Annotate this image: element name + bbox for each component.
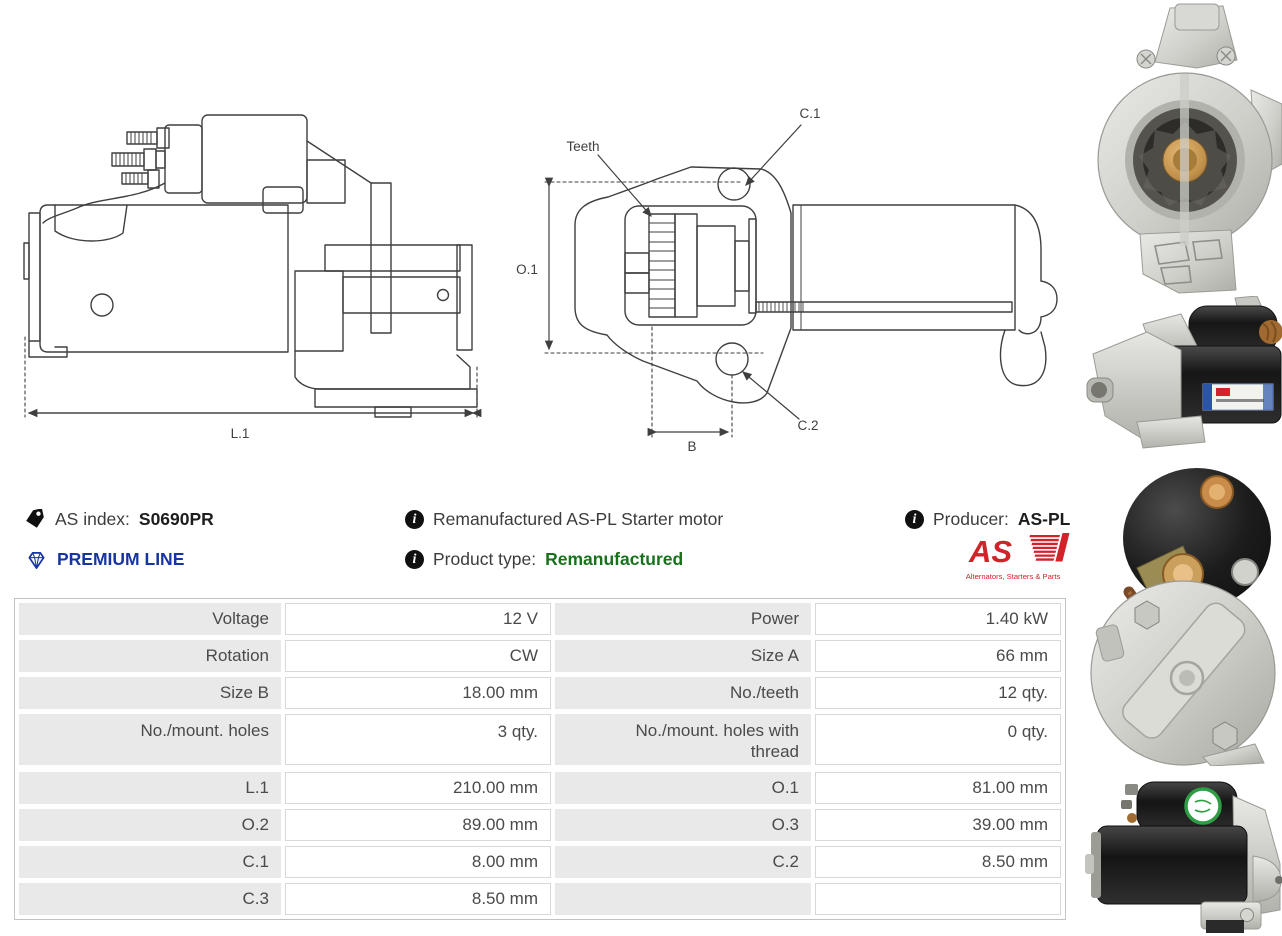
spec-label: Rotation	[19, 640, 281, 672]
spec-table-group-dimensions	[19, 772, 1061, 915]
spec-value: 39.00 mm	[815, 809, 1061, 841]
solenoid-outline	[165, 115, 307, 213]
spec-label: Voltage	[19, 603, 281, 635]
product-type-row	[405, 549, 683, 570]
dim-label-c1: C.1	[799, 106, 821, 121]
product-description: Remanufactured AS-PL Starter motor	[433, 509, 724, 529]
as-index-label: AS index:	[55, 509, 130, 529]
spec-value: 1.40 kW	[815, 603, 1061, 635]
info-icon	[905, 510, 924, 529]
table-row	[19, 714, 1061, 765]
premium-line-label: PREMIUM LINE	[57, 549, 185, 569]
spec-value: 12 V	[285, 603, 551, 635]
dimension-o1	[545, 182, 763, 353]
hole-c1-outline	[718, 168, 750, 200]
teeth-leader-line	[598, 155, 651, 216]
as-index-row	[25, 509, 214, 530]
producer-row	[905, 509, 1070, 530]
spec-label	[555, 883, 811, 915]
wire-outline	[43, 183, 165, 223]
spec-value: 8.50 mm	[285, 883, 551, 915]
dimension-l1	[25, 337, 477, 417]
dim-label-b: B	[687, 439, 697, 454]
tag-icon	[25, 509, 46, 530]
table-row	[19, 603, 1061, 635]
front-view-technical-drawing	[505, 85, 1070, 460]
product-photo-side-view[interactable]	[1085, 768, 1282, 936]
c2-leader-line	[743, 372, 799, 419]
spec-value: 18.00 mm	[285, 677, 551, 709]
producer-label: Producer:	[933, 509, 1009, 529]
gem-icon	[25, 550, 48, 570]
spec-label: No./mount. holes with thread	[555, 714, 811, 765]
spec-value	[815, 883, 1061, 915]
table-row	[19, 677, 1061, 709]
as-pl-logo	[953, 531, 1073, 586]
motor-body-outline	[24, 205, 288, 357]
dim-label-o1: O.1	[516, 262, 538, 277]
logo-tagline: Alternators, Starters & Parts	[965, 572, 1061, 581]
product-photo-front-face[interactable]	[1085, 2, 1282, 294]
premium-line-row	[25, 549, 184, 570]
motor-body-outline	[756, 205, 1057, 386]
spec-label: O.2	[19, 809, 281, 841]
logo-text: AS	[969, 534, 1013, 569]
spec-value: 0 qty.	[815, 714, 1061, 765]
table-row	[19, 772, 1061, 804]
pinion-gear-outline	[625, 206, 756, 325]
spec-value: 8.50 mm	[815, 846, 1061, 878]
spec-value: 81.00 mm	[815, 772, 1061, 804]
spec-label: C.2	[555, 846, 811, 878]
product-photo-angled-view[interactable]	[1085, 296, 1282, 458]
dim-label-l1: L.1	[230, 426, 250, 441]
mounting-flange-outline	[295, 141, 477, 417]
spec-value: 3 qty.	[285, 714, 551, 765]
as-index-value: S0690PR	[138, 509, 214, 529]
info-icon	[405, 550, 424, 569]
spec-table	[14, 598, 1066, 920]
spec-label: L.1	[19, 772, 281, 804]
spec-label: C.3	[19, 883, 281, 915]
teeth-label: Teeth	[566, 139, 600, 154]
spec-label: No./mount. holes	[19, 714, 281, 765]
spec-label: O.3	[555, 809, 811, 841]
spec-value: 12 qty.	[815, 677, 1061, 709]
spec-value: CW	[285, 640, 551, 672]
spec-value: 210.00 mm	[285, 772, 551, 804]
spec-value: 89.00 mm	[285, 809, 551, 841]
product-type-value: Remanufactured	[545, 549, 684, 569]
spec-label: Power	[555, 603, 811, 635]
spec-table-group-main	[19, 603, 1061, 765]
flange-outline	[575, 167, 791, 403]
spec-label: No./teeth	[555, 677, 811, 709]
table-row	[19, 883, 1061, 915]
product-photo-solenoid-closeup[interactable]	[1085, 460, 1282, 766]
dimension-b	[652, 327, 732, 437]
terminal-studs	[112, 128, 169, 188]
producer-value: AS-PL	[1017, 509, 1071, 529]
description-row	[405, 509, 723, 530]
dim-label-c2: C.2	[797, 418, 819, 433]
table-row	[19, 809, 1061, 841]
table-row	[19, 640, 1061, 672]
spec-value: 8.00 mm	[285, 846, 551, 878]
product-type-label: Product type:	[433, 549, 537, 569]
spec-value: 66 mm	[815, 640, 1061, 672]
side-view-technical-drawing	[15, 105, 490, 450]
table-row	[19, 846, 1061, 878]
spec-label: C.1	[19, 846, 281, 878]
spec-label: Size A	[555, 640, 811, 672]
info-icon	[405, 510, 424, 529]
spec-label: Size B	[19, 677, 281, 709]
hole-c2-outline	[716, 343, 748, 375]
spec-label: O.1	[555, 772, 811, 804]
